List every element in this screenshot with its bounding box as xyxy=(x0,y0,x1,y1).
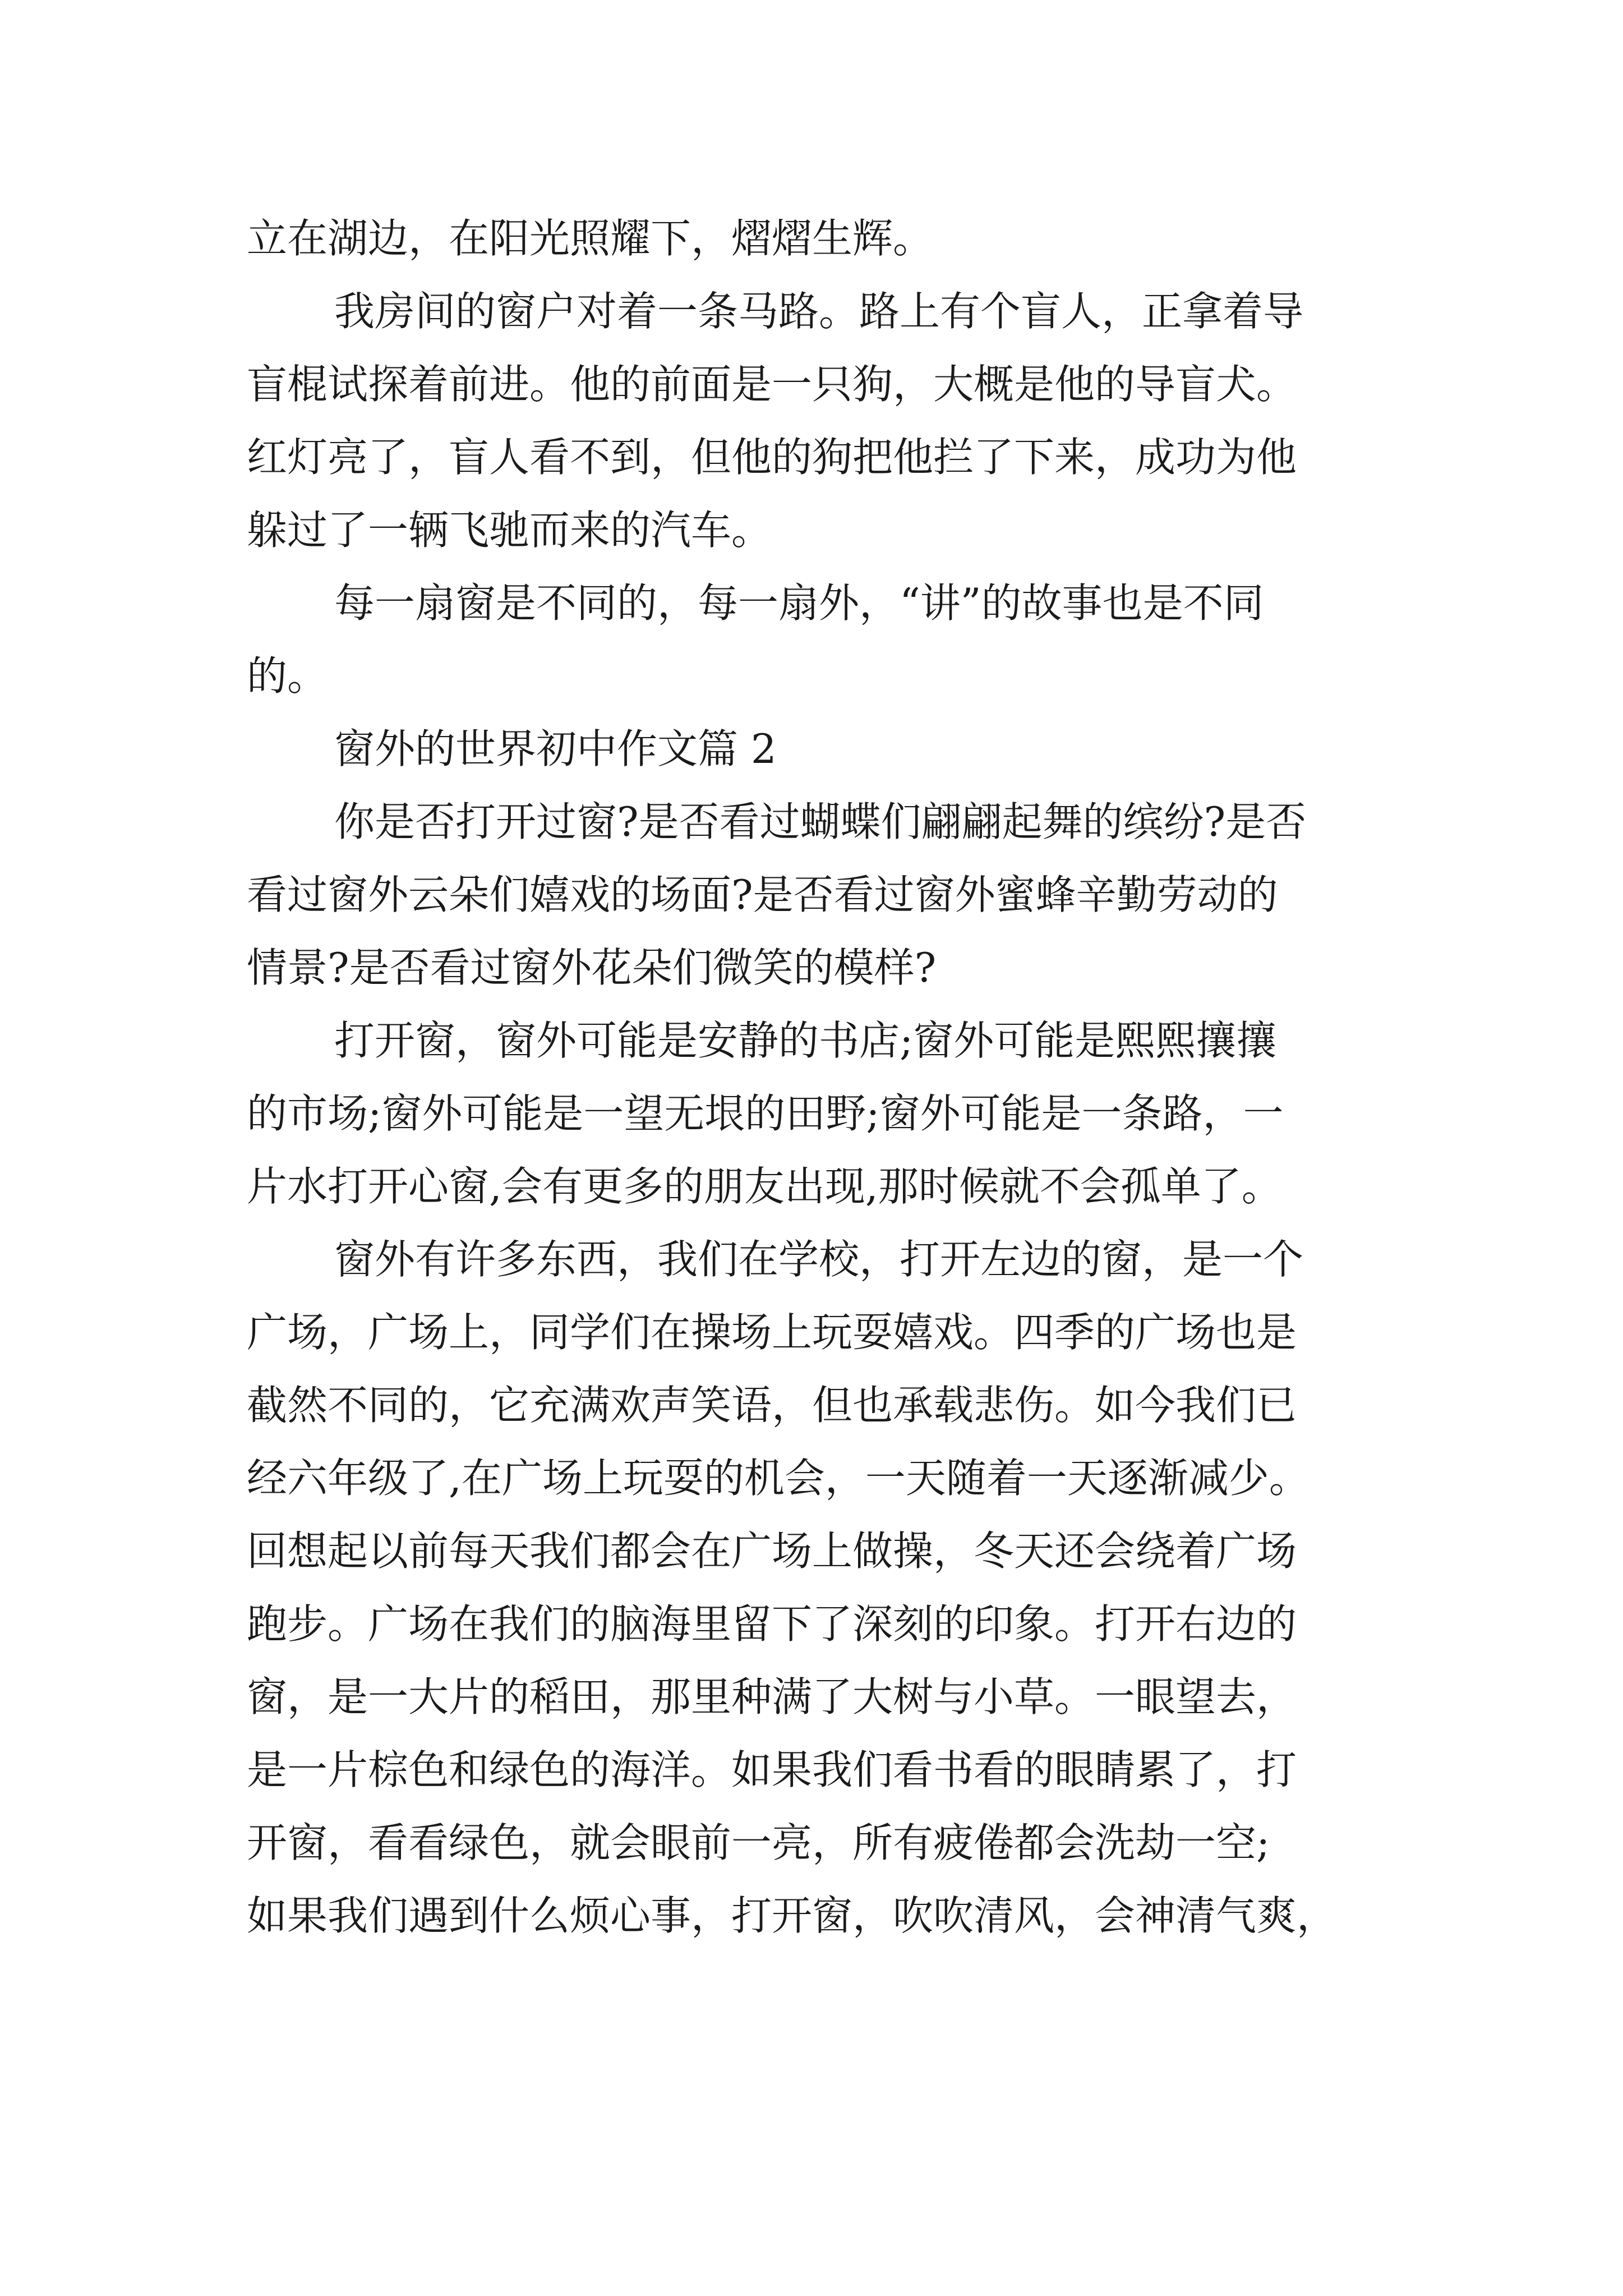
section-heading xyxy=(247,712,1402,785)
paragraph xyxy=(247,275,1402,567)
paragraph xyxy=(247,202,1402,275)
text-line: 红灯亮了，盲人看不到，但他的狗把他拦了下来，成功为他 xyxy=(247,434,1297,481)
text-line: 盲棍试探着前进。他的前面是一只狗，大概是他的导盲犬。 xyxy=(247,361,1297,408)
text-line: 每一扇窗是不同的，每一扇外，“讲”的故事也是不同 xyxy=(334,579,1264,627)
text-line: 是一片棕色和绿色的海洋。如果我们看书看的眼睛累了，打 xyxy=(247,1746,1297,1793)
text-line: 立在湖边，在阳光照耀下，熠熠生辉。 xyxy=(247,215,934,262)
text-line: 回想起以前每天我们都会在广场上做操，冬天还会绕着广场 xyxy=(247,1527,1297,1575)
heading-text: 窗外的世界初中作文篇 2 xyxy=(334,725,777,772)
text-line: 如果我们遇到什么烦心事，打开窗，吹吹清风，会神清气爽， xyxy=(247,1892,1338,1939)
document-body xyxy=(247,202,1402,1952)
text-line: 的。 xyxy=(247,652,328,700)
paragraph xyxy=(247,1004,1402,1223)
text-line: 打开窗，窗外可能是安静的书店;窗外可能是熙熙攘攘 xyxy=(334,1017,1277,1064)
paragraph xyxy=(247,785,1402,1004)
text-line: 跑步。广场在我们的脑海里留下了深刻的印象。打开右边的 xyxy=(247,1600,1297,1648)
text-line: 情景?是否看过窗外花朵们微笑的模样? xyxy=(247,944,937,991)
text-line: 广场，广场上，同学们在操场上玩耍嬉戏。四季的广场也是 xyxy=(247,1309,1297,1356)
text-line: 窗，是一大片的稻田，那里种满了大树与小草。一眼望去， xyxy=(247,1673,1297,1720)
text-line: 我房间的窗户对着一条马路。路上有个盲人，正拿着导 xyxy=(334,288,1304,335)
text-line: 窗外有许多东西，我们在学校，打开左边的窗，是一个 xyxy=(334,1236,1304,1283)
text-line: 开窗，看看绿色，就会眼前一亮，所有疲倦都会洗劫一空; xyxy=(247,1819,1270,1866)
text-line: 你是否打开过窗?是否看过蝴蝶们翩翩起舞的缤纷?是否 xyxy=(334,798,1307,845)
text-line: 经六年级了,在广场上玩耍的机会，一天随着一天逐渐减少。 xyxy=(247,1455,1310,1502)
text-line: 片水打开心窗,会有更多的朋友出现,那时候就不会孤单了。 xyxy=(247,1163,1282,1210)
text-line: 看过窗外云朵们嬉戏的场面?是否看过窗外蜜蜂辛勤劳动的 xyxy=(247,871,1278,918)
text-line: 的市场;窗外可能是一望无垠的田野;窗外可能是一条路，一 xyxy=(247,1090,1284,1137)
text-line: 躲过了一辆飞驰而来的汽车。 xyxy=(247,507,772,554)
paragraph xyxy=(247,1223,1402,1952)
paragraph xyxy=(247,567,1402,712)
text-line: 截然不同的，它充满欢声笑语，但也承载悲伤。如今我们已 xyxy=(247,1382,1297,1429)
